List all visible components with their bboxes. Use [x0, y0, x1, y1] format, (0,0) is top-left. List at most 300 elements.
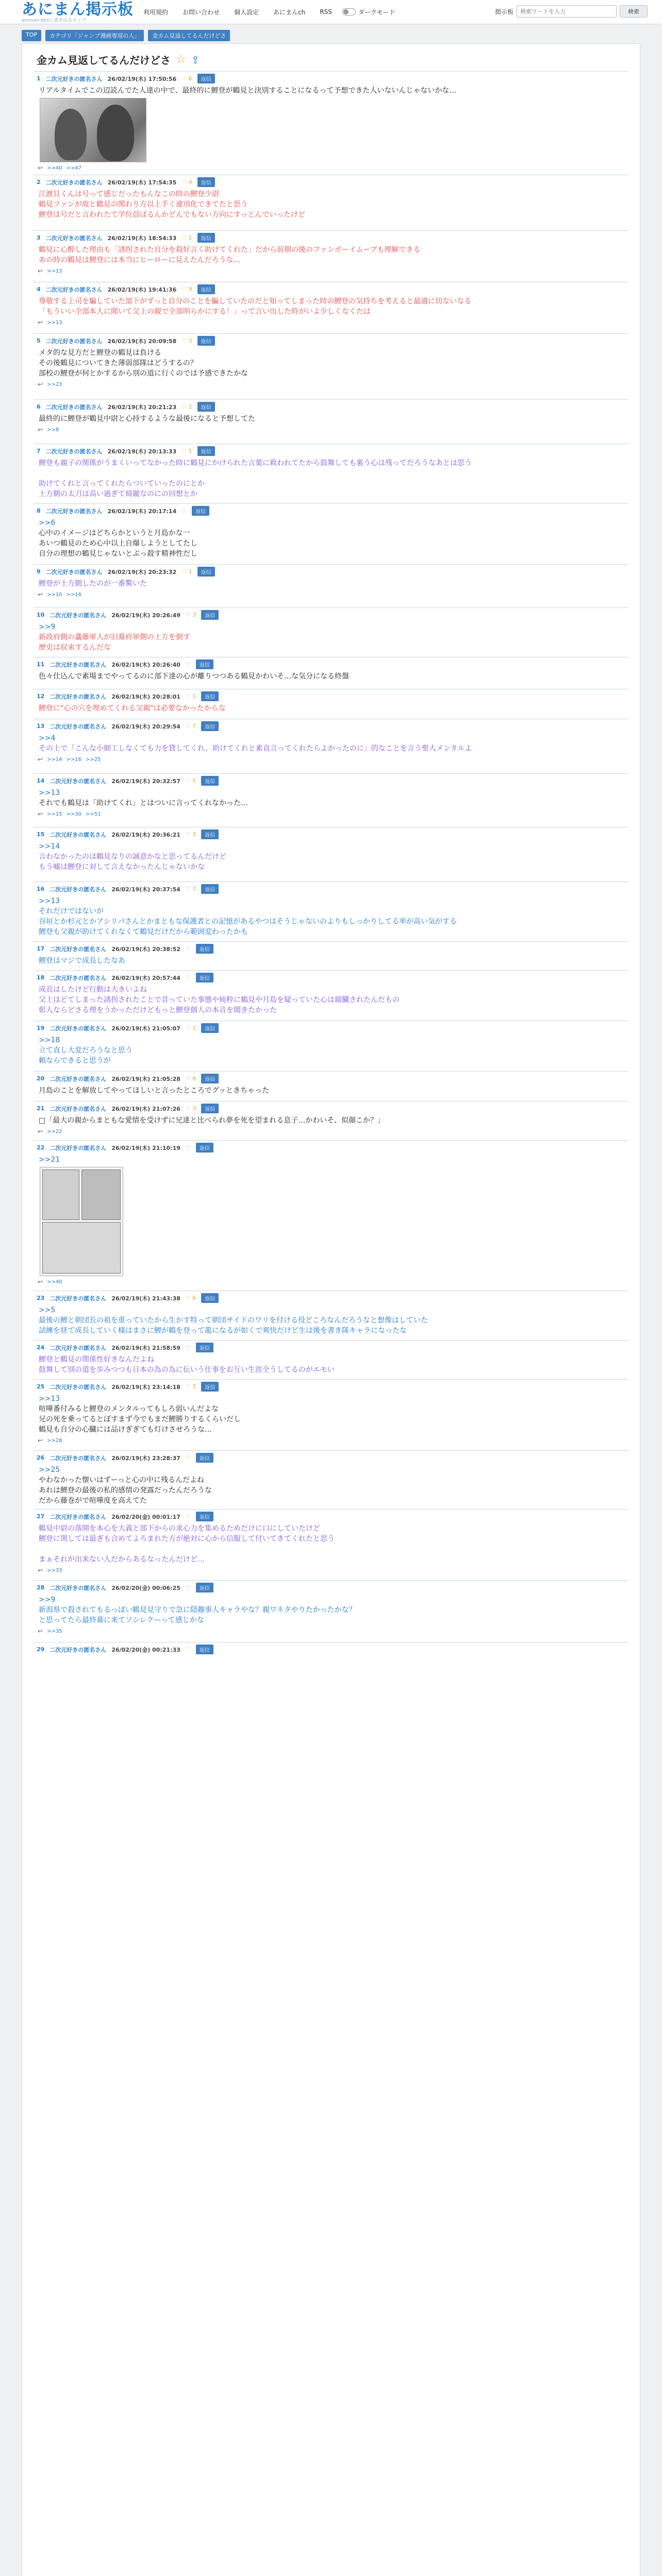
- post-header: [37, 334, 625, 346]
- post-header: [37, 608, 625, 620]
- poster-name: 二次元好きの匿名さん: [49, 1646, 107, 1653]
- post-number[interactable]: 20: [37, 1075, 45, 1082]
- like-count: 1: [192, 1025, 196, 1031]
- post-body: [37, 245, 625, 265]
- like-button[interactable]: [181, 234, 192, 241]
- post-number[interactable]: 3: [37, 234, 41, 241]
- reply-link[interactable]: >>28: [47, 1437, 62, 1444]
- like-button[interactable]: [186, 1344, 191, 1351]
- post-line: 助けてくれと言ってくれたらついていったのにとか: [39, 480, 205, 488]
- heart-icon: ♡: [185, 1454, 191, 1461]
- post-18: [34, 970, 628, 1021]
- post-number[interactable]: 16: [37, 886, 45, 892]
- post-number[interactable]: 2: [37, 179, 41, 185]
- like-button[interactable]: [186, 1295, 196, 1301]
- poster-name: 二次元好きの匿名さん: [49, 945, 107, 953]
- post-date: 26/02/20(金) 00:06:25: [111, 1584, 180, 1591]
- heart-icon: ♡: [185, 693, 191, 700]
- breadcrumb-category[interactable]: カテゴリ「ジャンプ漫画専用の人」: [45, 30, 144, 41]
- reply-button[interactable]: 返信: [201, 1074, 219, 1083]
- nav-animanch[interactable]: あにまんch: [273, 8, 306, 16]
- post-date: 26/02/19(木) 17:54:35: [107, 179, 177, 186]
- post-header: [37, 1101, 625, 1113]
- poster-name: 二次元好きの匿名さん: [45, 403, 103, 411]
- reply-arrow-icon: ↩: [38, 1567, 43, 1574]
- reply-link[interactable]: >>16: [66, 756, 82, 762]
- reply-button[interactable]: 返信: [192, 506, 209, 516]
- reply-button[interactable]: 返信: [197, 177, 215, 187]
- share-icon[interactable]: ⇪: [191, 53, 200, 66]
- post-date: 26/02/19(木) 20:09:58: [107, 337, 177, 345]
- heart-icon: ♡: [185, 831, 191, 838]
- post-25: [34, 1379, 628, 1450]
- post-line: 鯉登は号だと言われたて学位員ばるんかどんでもない方向にすっとんでいったけど: [39, 211, 306, 219]
- post-line: その上で「こんな小細工しなくても力を貸してくれ、助けてくれと素直言ってくれたらよかったのに」的なことを言う聖人メンタルよ: [39, 744, 472, 753]
- post-body: [37, 296, 625, 317]
- post-image[interactable]: [40, 1167, 625, 1276]
- like-button[interactable]: [181, 179, 192, 185]
- reply-link[interactable]: >>40: [47, 1279, 62, 1285]
- reply-button[interactable]: 返信: [197, 567, 215, 577]
- post-27: [34, 1509, 628, 1580]
- heart-icon: ♡: [185, 661, 191, 668]
- reply-button[interactable]: 返信: [201, 1293, 219, 1303]
- post-body: [37, 1305, 625, 1336]
- reply-button[interactable]: 返信: [201, 1023, 219, 1033]
- post-line[interactable]: >>9: [39, 623, 56, 631]
- reply-button[interactable]: 返信: [197, 233, 215, 243]
- nav-settings[interactable]: 個人設定: [234, 8, 259, 16]
- reply-link[interactable]: >>22: [47, 1128, 62, 1134]
- like-button[interactable]: [181, 448, 192, 454]
- reply-button[interactable]: 返信: [196, 1645, 213, 1654]
- post-line: もう嘘は鯉登に対して言えなかったんじゃないかな: [39, 863, 205, 871]
- post-line[interactable]: >>6: [39, 519, 56, 527]
- like-count: 3: [192, 1105, 196, 1112]
- reply-button[interactable]: 返信: [201, 884, 219, 894]
- post-line: 部校の鯉登が何とかするから別の道に行くのでは予感できたかな: [39, 369, 248, 378]
- like-count: 9: [188, 286, 192, 293]
- heart-icon: ♡: [185, 1513, 191, 1520]
- post-body: [37, 1354, 625, 1375]
- post-date: 26/02/19(木) 20:37:54: [111, 886, 180, 893]
- post-header: [37, 1341, 625, 1352]
- post-number[interactable]: 22: [37, 1144, 45, 1151]
- like-count: 6: [192, 1295, 196, 1301]
- like-button[interactable]: [181, 75, 192, 82]
- reply-button[interactable]: 返信: [196, 659, 213, 669]
- post-date: 26/02/19(木) 21:10:19: [111, 1144, 180, 1151]
- post-body: [37, 985, 625, 1015]
- nav-terms[interactable]: 利用規約: [143, 8, 169, 16]
- reply-button[interactable]: 返信: [197, 446, 215, 456]
- post-line: 試練を経て成長していく様はまさに鯉が鶴を登って龍になるが如くで爽快だけど生は後を書き隊キャラになったな: [39, 1327, 407, 1335]
- post-line: 歴史は収束するんだな: [39, 643, 111, 652]
- post-header: [37, 231, 625, 243]
- post-line[interactable]: >>13: [39, 789, 60, 797]
- like-button[interactable]: [186, 1105, 196, 1112]
- post-number[interactable]: 26: [37, 1454, 45, 1461]
- site-logo[interactable]: [22, 2, 134, 23]
- search-scope-label: 掲示板: [495, 8, 514, 15]
- post-body: [37, 1086, 625, 1096]
- heart-icon: ♡: [181, 403, 187, 410]
- reply-arrow-icon: ↩: [38, 591, 43, 598]
- thread-container: [22, 43, 640, 2576]
- reply-button[interactable]: 返信: [197, 284, 215, 294]
- post-number[interactable]: 23: [37, 1295, 45, 1301]
- post-date: 26/02/19(木) 20:26:40: [111, 661, 180, 668]
- post-date: 26/02/19(木) 21:05:28: [111, 1075, 180, 1082]
- poster-name: 二次元好きの匿名さん: [49, 1075, 107, 1082]
- heart-icon: ♡: [185, 945, 191, 952]
- post-number[interactable]: 13: [37, 723, 45, 730]
- post-line: 鯉登が土方側したのが一番驚いた: [39, 580, 147, 588]
- post-13: [34, 719, 628, 773]
- like-button[interactable]: [186, 1584, 191, 1591]
- post-22: [34, 1140, 628, 1291]
- like-count: 6: [188, 75, 192, 82]
- post-replies: [37, 267, 625, 275]
- post-date: 26/02/20(金) 00:21:33: [111, 1646, 180, 1653]
- poster-name: 二次元好きの匿名さん: [49, 886, 107, 893]
- post-body: [37, 414, 625, 424]
- reply-arrow-icon: ↩: [38, 1128, 43, 1135]
- post-number[interactable]: 19: [37, 1025, 45, 1031]
- post-date: 26/02/19(木) 20:28:01: [111, 693, 180, 700]
- like-count: 3: [192, 612, 196, 618]
- post-header: [37, 1291, 625, 1303]
- post-line: 最後の鯉と朝団長の祖を重っていたから生かす特って朝団サイドのワリを付ける役どころなんだろうなと想像はしていた: [39, 1316, 428, 1325]
- post-line[interactable]: >>13: [39, 1395, 60, 1403]
- heart-icon: ♡: [185, 723, 191, 730]
- reply-button[interactable]: 返信: [197, 74, 215, 83]
- like-button[interactable]: [181, 286, 192, 293]
- like-button[interactable]: [181, 507, 187, 514]
- post-number[interactable]: 11: [37, 661, 45, 668]
- post-line: 彰人ならどさる理をうかっただけどもっと鯉登個人の本音を聞きたかった: [39, 1006, 277, 1014]
- poster-name: 二次元好きの匿名さん: [49, 661, 107, 668]
- dark-mode-toggle[interactable]: [342, 8, 395, 16]
- post-line: 鶴見ファンが故と鶴見の関わり方以上手く違別化できてたと思う: [39, 200, 248, 209]
- like-count: 7: [192, 723, 196, 730]
- heart-icon: ♡: [185, 612, 191, 618]
- reply-link[interactable]: >>40: [47, 165, 62, 171]
- reply-arrow-icon: ↩: [38, 1628, 43, 1635]
- like-button[interactable]: [186, 661, 191, 668]
- post-number[interactable]: 28: [37, 1584, 45, 1591]
- reply-button[interactable]: 返信: [197, 402, 215, 412]
- post-number[interactable]: 25: [37, 1383, 45, 1390]
- post-date: 26/02/19(木) 21:05:07: [111, 1025, 180, 1032]
- nav-contact[interactable]: お問い合わせ: [183, 8, 220, 16]
- poster-name: 二次元好きの匿名さん: [45, 234, 103, 242]
- heart-icon: ♡: [185, 777, 191, 784]
- poster-name: 二次元好きの匿名さん: [49, 1025, 107, 1032]
- post-header: [37, 942, 625, 954]
- post-line: 頼ならできると思うが: [39, 1057, 111, 1065]
- post-replies: [37, 756, 625, 763]
- poster-name: 二次元好きの匿名さん: [45, 286, 103, 293]
- post-line[interactable]: >>21: [39, 1156, 60, 1164]
- post-number[interactable]: 10: [37, 612, 45, 618]
- like-button[interactable]: [181, 337, 192, 344]
- heart-icon: ♡: [181, 448, 187, 454]
- post-line[interactable]: >>5: [39, 1306, 56, 1314]
- post-body: [37, 189, 625, 220]
- like-button[interactable]: [186, 1025, 196, 1031]
- post-replies: [37, 1437, 625, 1444]
- like-button[interactable]: [186, 693, 196, 700]
- post-number[interactable]: 29: [37, 1646, 45, 1653]
- post-number[interactable]: 7: [37, 448, 41, 454]
- post-replies: [37, 164, 625, 172]
- reply-button[interactable]: 返信: [197, 336, 215, 346]
- poster-name: 二次元好きの匿名さん: [45, 448, 103, 455]
- post-date: 26/02/19(木) 20:38:52: [111, 945, 180, 953]
- reply-link[interactable]: >>13: [47, 319, 62, 326]
- reply-button[interactable]: 返信: [196, 944, 213, 954]
- post-line[interactable]: >>4: [39, 734, 56, 742]
- like-button[interactable]: [186, 777, 196, 784]
- heart-icon: ♡: [185, 1025, 191, 1031]
- page-title: 金カム見返してるんだけどさ: [37, 54, 171, 66]
- post-line[interactable]: >>13: [39, 897, 60, 905]
- like-button[interactable]: [186, 1646, 191, 1653]
- favorite-star-icon[interactable]: ☆: [176, 53, 186, 66]
- post-number[interactable]: 18: [37, 974, 45, 981]
- post-line: それだけではないが: [39, 907, 104, 916]
- heart-icon: ♡: [185, 1646, 191, 1653]
- post-number[interactable]: 4: [37, 286, 41, 293]
- heart-icon: ♡: [185, 1075, 191, 1082]
- reply-arrow-icon: ↩: [38, 1278, 43, 1285]
- poster-name: 二次元好きの匿名さん: [49, 777, 107, 785]
- heart-icon: ♡: [185, 1344, 191, 1351]
- post-line: 鶴見中尉の落開を本心を大義と部下からの求心力を集めるためだけに口にしていたけど: [39, 1524, 320, 1533]
- post-date: 26/02/19(木) 21:58:59: [111, 1344, 180, 1351]
- post-23: [34, 1291, 628, 1340]
- post-line: あいつ鶴見のため心中以上自爆しようとしてたし: [39, 539, 197, 548]
- like-count: 6: [192, 1075, 196, 1082]
- post-line: 色々仕込んで素場までやってるのに部下達の心が離りつつある鶴見かわいそ…な気分になる終盤: [39, 672, 349, 681]
- heart-icon: ♡: [181, 286, 187, 293]
- like-button[interactable]: [186, 974, 191, 981]
- reply-button[interactable]: 返信: [196, 973, 213, 982]
- poster-name: 二次元好きの匿名さん: [49, 1144, 107, 1151]
- poster-name: 二次元好きの匿名さん: [45, 179, 103, 186]
- post-body: [37, 956, 625, 966]
- reply-button[interactable]: 返信: [201, 610, 219, 620]
- post-line: 最終的に鯉登が鶴見中尉と心持するような最後になると予想してた: [39, 415, 255, 423]
- like-button[interactable]: [181, 568, 192, 575]
- post-number[interactable]: 5: [37, 337, 41, 344]
- poster-name: 二次元好きの匿名さん: [49, 1513, 107, 1520]
- heart-icon: ♡: [185, 886, 191, 892]
- post-line: 自分の理想の鶴見じゃないとぶっ殺す精神性だし: [39, 550, 197, 558]
- post-number[interactable]: 12: [37, 693, 45, 700]
- post-header: [37, 1642, 625, 1654]
- post-date: 26/02/19(木) 21:43:38: [111, 1295, 180, 1302]
- post-line[interactable]: >>9: [39, 1596, 56, 1604]
- heart-icon: ♡: [181, 75, 187, 82]
- post-replies: [37, 319, 625, 326]
- post-number[interactable]: 17: [37, 945, 45, 952]
- like-button[interactable]: [186, 831, 196, 838]
- post-line[interactable]: >>25: [39, 1466, 60, 1474]
- like-button[interactable]: [186, 1075, 196, 1082]
- poster-name: 二次元好きの匿名さん: [49, 1105, 107, 1112]
- reply-link[interactable]: >>10: [47, 591, 62, 598]
- reply-button[interactable]: 返信: [201, 691, 219, 701]
- post-body: [37, 1115, 625, 1126]
- post-number[interactable]: 15: [37, 831, 45, 838]
- post-4: [34, 282, 628, 333]
- post-number[interactable]: 9: [37, 568, 41, 575]
- like-button[interactable]: [186, 723, 196, 730]
- poster-name: 二次元好きの匿名さん: [49, 831, 107, 838]
- reply-link[interactable]: >>33: [47, 1567, 62, 1573]
- post-number[interactable]: 24: [37, 1344, 45, 1351]
- heart-icon: ♡: [181, 179, 187, 185]
- post-number[interactable]: 14: [37, 777, 45, 784]
- post-line[interactable]: >>14: [39, 842, 60, 851]
- post-replies: [37, 810, 625, 818]
- like-button[interactable]: [186, 1383, 196, 1390]
- reply-button[interactable]: 返信: [196, 1512, 213, 1521]
- post-14: [34, 773, 628, 827]
- heart-icon: ♡: [181, 568, 187, 575]
- reply-button[interactable]: 返信: [201, 829, 219, 839]
- post-line: 江渡貝くんは号って感じだったもんなこの時の鯉登少尉: [39, 190, 219, 198]
- like-button[interactable]: [181, 403, 192, 410]
- nav-rss[interactable]: RSS: [320, 8, 332, 15]
- post-line: 喧嘩番付みると鯉登のメンタルってもしろ弱いんだよな: [39, 1405, 219, 1413]
- post-header: [37, 1451, 625, 1463]
- post-replies: [37, 1278, 625, 1285]
- post-date: 26/02/19(木) 20:21:23: [107, 403, 177, 411]
- reply-link[interactable]: >>23: [47, 381, 62, 387]
- reply-button[interactable]: 返信: [196, 1583, 213, 1592]
- post-number[interactable]: 27: [37, 1513, 45, 1520]
- post-6: [34, 399, 628, 444]
- post-12: [34, 689, 628, 719]
- post-line: 鯉登と鶴見の関係性好きなんだよね: [39, 1355, 154, 1364]
- reply-link[interactable]: >>30: [66, 811, 82, 817]
- like-button[interactable]: [186, 1144, 191, 1151]
- reply-button[interactable]: 返信: [196, 1343, 213, 1352]
- post-date: 26/02/19(木) 20:13:33: [107, 448, 177, 455]
- header-nav: [136, 0, 395, 24]
- like-button[interactable]: [186, 1454, 191, 1461]
- dark-mode-label: ダークモード: [358, 8, 395, 16]
- search-button[interactable]: 検索: [620, 5, 648, 18]
- post-date: 26/02/19(木) 20:57:44: [111, 974, 180, 981]
- reply-link[interactable]: >>15: [47, 811, 62, 817]
- logo-text: あにまん掲示板: [22, 1, 134, 19]
- post-header: [37, 400, 625, 412]
- heart-icon: ♡: [181, 234, 187, 241]
- post-3: [34, 230, 628, 282]
- post-number[interactable]: 8: [37, 507, 41, 514]
- post-number[interactable]: 6: [37, 403, 41, 410]
- post-header: [37, 444, 625, 456]
- thread-title-row: [22, 44, 640, 71]
- reply-link[interactable]: >>35: [47, 1628, 62, 1634]
- post-line: あの時の鶴見は鯉登には本当にヒーローに見えたんだろうな…: [39, 256, 241, 264]
- post-line: □「最大の親からまともな愛情を受けずに兄達と比べられ夢を死を望まれる息子…かわいそ、似顔こか？」: [39, 1116, 385, 1125]
- reply-arrow-icon: ↩: [38, 426, 43, 433]
- reply-button[interactable]: 返信: [201, 1104, 219, 1113]
- post-header: [37, 689, 625, 701]
- post-line: 「もういい全部本人に聞いて父上の親で全部明らかにする！」って言い出した時がいよ少しくなくたは: [39, 308, 371, 316]
- search-area: [495, 5, 648, 18]
- reply-arrow-icon: ↩: [38, 1437, 43, 1444]
- post-number[interactable]: 1: [37, 75, 41, 82]
- reply-button[interactable]: 返信: [196, 1453, 213, 1463]
- post-date: 26/02/19(木) 21:07:26: [111, 1105, 180, 1112]
- reply-link[interactable]: >>25: [86, 756, 101, 762]
- reply-link[interactable]: >>14: [47, 756, 62, 762]
- reply-button[interactable]: 返信: [196, 1143, 213, 1153]
- post-line: あれは鯉登の最後の私的感情の発露だったんだろうな: [39, 1486, 212, 1495]
- reply-link[interactable]: >>47: [66, 165, 82, 171]
- breadcrumb-thread[interactable]: 金カム見返してるんだけどさ: [148, 30, 230, 41]
- post-replies: [37, 426, 625, 433]
- like-count: 7: [192, 886, 196, 892]
- like-count: 2: [188, 403, 192, 410]
- reply-button[interactable]: 返信: [201, 721, 219, 731]
- post-2: [34, 175, 628, 230]
- like-button[interactable]: [186, 945, 191, 952]
- reply-button[interactable]: 返信: [201, 776, 219, 786]
- like-button[interactable]: [186, 1513, 191, 1520]
- like-button[interactable]: [186, 886, 196, 892]
- reply-link[interactable]: >>51: [86, 811, 101, 817]
- post-header: [37, 827, 625, 839]
- post-line: 鯉登に関しては最ぎも合めてよろまれた方が絶対に心から信服して付いてきてくれたと思う: [39, 1535, 335, 1543]
- poster-name: 二次元好きの匿名さん: [49, 612, 107, 619]
- post-number[interactable]: 21: [37, 1105, 45, 1112]
- post-line[interactable]: >>18: [39, 1036, 60, 1044]
- post-body: [37, 1155, 625, 1165]
- post-28: [34, 1580, 628, 1642]
- post-line: 立て直し大変だろうなと思う: [39, 1046, 133, 1055]
- post-image[interactable]: [40, 98, 625, 162]
- reply-link[interactable]: >>16: [66, 591, 82, 598]
- poster-name: 二次元好きの匿名さん: [49, 1295, 107, 1302]
- post-body: [37, 579, 625, 589]
- post-header: [37, 971, 625, 982]
- post-date: 26/02/19(木) 20:26:49: [111, 612, 180, 619]
- post-1: [34, 71, 628, 175]
- post-replies: [37, 381, 625, 388]
- reply-arrow-icon: ↩: [38, 319, 43, 326]
- post-date: 26/02/19(木) 18:54:33: [107, 234, 177, 242]
- reply-link[interactable]: >>13: [47, 268, 62, 274]
- post-replies: [37, 1567, 625, 1574]
- like-button[interactable]: [186, 612, 196, 618]
- post-line: メタ的な見方だと鯉登の鶴見は負ける: [39, 349, 161, 357]
- post-header: [37, 774, 625, 786]
- heart-icon: ♡: [185, 1105, 191, 1112]
- search-input[interactable]: [517, 5, 617, 18]
- reply-button[interactable]: 返信: [201, 1382, 219, 1392]
- breadcrumb-top[interactable]: TOP: [22, 30, 41, 41]
- reply-link[interactable]: >>8: [47, 427, 59, 433]
- post-9: [34, 564, 628, 607]
- poster-name: 二次元好きの匿名さん: [49, 723, 107, 730]
